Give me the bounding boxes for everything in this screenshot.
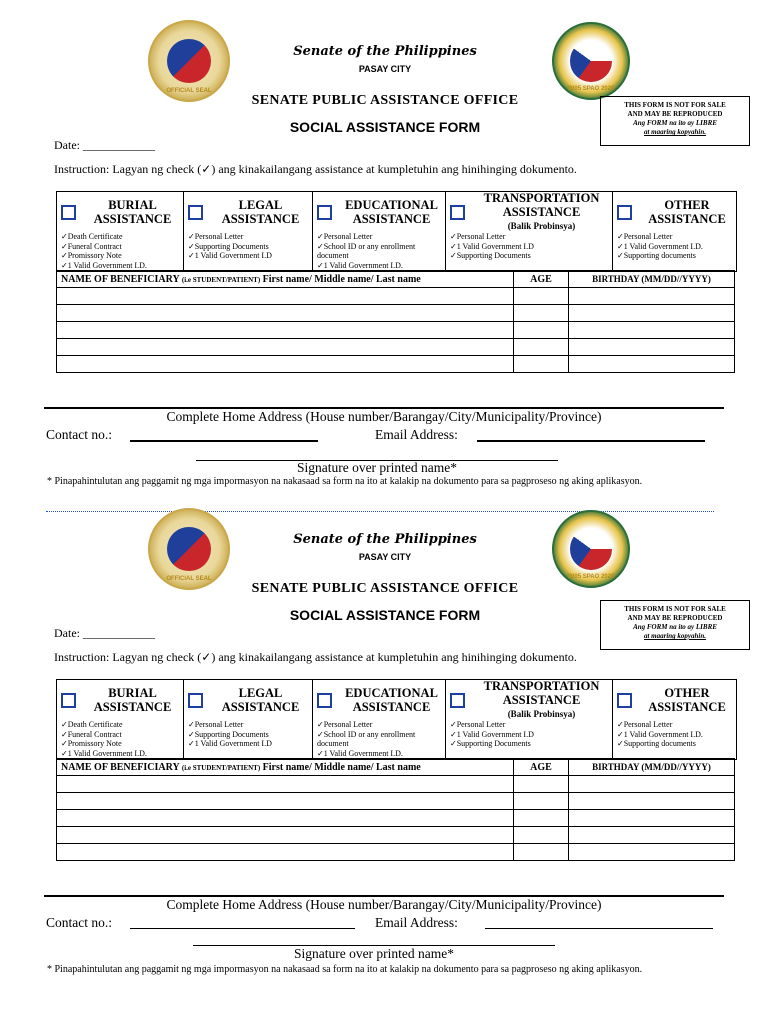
legal-assistance-option[interactable]: LEGAL ASSISTANCE ✓ Personal Letter ✓ Supporting Documents ✓ 1 Valid Government I.D <box>184 680 313 759</box>
email-input[interactable] <box>477 440 705 442</box>
instruction-text: Instruction: Lagyan ng check (✓) ang kinakailangang assistance at kumpletuhin ang hinihinging dokumento. <box>54 162 577 176</box>
beneficiary-table <box>56 270 735 373</box>
table-row[interactable] <box>57 288 735 305</box>
signature-caption: Signature over printed name* <box>293 946 455 961</box>
contact-label: Contact no.: <box>46 427 112 442</box>
email-label: Email Address: <box>375 427 458 442</box>
other-checkbox[interactable] <box>617 693 632 708</box>
date-field[interactable]: Date: ____________ <box>54 138 155 152</box>
burial-checkbox[interactable] <box>61 693 76 708</box>
consent-footnote: * Pinapahintulutan ang paggamit ng mga impormasyon na nakasaad sa form na ito at kalakip na dokumento para sa pagproseso ng aking aplikasyon. <box>47 476 643 487</box>
table-row[interactable] <box>57 339 735 356</box>
address-caption: Complete Home Address (House number/Barangay/City/Municipality/Province) <box>166 409 602 424</box>
free-form-notice: THIS FORM IS NOT FOR SALE AND MAY BE REPRODUCED Ang FORM na ito ay LIBRE at maaring kopyahin. <box>600 600 750 650</box>
educational-checkbox[interactable] <box>317 205 332 220</box>
legal-checkbox[interactable] <box>188 205 203 220</box>
table-row[interactable] <box>57 305 735 322</box>
city-label: PASAY CITY <box>358 552 412 562</box>
free-form-notice: THIS FORM IS NOT FOR SALE AND MAY BE REPRODUCED Ang FORM na ito ay LIBRE at maaring kopyahin. <box>600 96 750 146</box>
spao-seal-logo: 2005 SPAO 2020 <box>552 510 630 588</box>
educational-checkbox[interactable] <box>317 693 332 708</box>
form-title: SOCIAL ASSISTANCE FORM <box>289 607 481 623</box>
burial-checkbox[interactable] <box>61 205 76 220</box>
table-row[interactable] <box>57 827 735 844</box>
senate-title: Senate of the Philippines <box>293 532 477 547</box>
table-row[interactable] <box>57 356 735 373</box>
legal-checkbox[interactable] <box>188 693 203 708</box>
signature-caption: Signature over printed name* <box>296 460 458 475</box>
contact-label: Contact no.: <box>46 915 112 930</box>
contact-input[interactable] <box>130 440 318 442</box>
table-header-row: NAME OF BENEFICIARY (i.e STUDENT/PATIENT) First name/ Middle name/ Last name AGE BIRTHDAY (MM/DD//YYYY) <box>57 271 735 288</box>
educational-assistance-option[interactable]: EDUCATIONAL ASSISTANCE ✓ Personal Letter ✓ School ID or any enrollment document ✓ 1 Valid Government I.D. <box>313 192 446 271</box>
office-title: SENATE PUBLIC ASSISTANCE OFFICE <box>251 581 519 596</box>
table-row[interactable] <box>57 322 735 339</box>
transportation-assistance-option[interactable]: TRANSPORTATION ASSISTANCE (Balik Probinsya) ✓ Personal Letter ✓ 1 Valid Government I.D ✓ Supporting Documents <box>446 680 613 759</box>
transportation-assistance-option[interactable]: TRANSPORTATION ASSISTANCE (Balik Probinsya) ✓ Personal Letter ✓ 1 Valid Government I.D ✓ Supporting Documents <box>446 192 613 271</box>
spao-seal-logo: 2005 SPAO 2020 <box>552 22 630 100</box>
city-label: PASAY CITY <box>358 64 412 74</box>
legal-assistance-option[interactable]: LEGAL ASSISTANCE ✓ Personal Letter ✓ Supporting Documents ✓ 1 Valid Government I.D <box>184 192 313 271</box>
senate-seal-logo: OFFICIAL SEAL <box>148 20 230 102</box>
burial-assistance-option[interactable]: BURIAL ASSISTANCE ✓ Death Certificate ✓ Funeral Contract ✓ Promissory Note ✓ 1 Valid Government I.D. <box>57 680 184 759</box>
educational-assistance-option[interactable]: EDUCATIONAL ASSISTANCE ✓ Personal Letter ✓ School ID or any enrollment document ✓ 1 Valid Government I.D. <box>313 680 446 759</box>
burial-assistance-option[interactable]: BURIAL ASSISTANCE ✓ Death Certificate ✓ Funeral Contract ✓ Promissory Note ✓ 1 Valid Government I.D. <box>57 192 184 271</box>
consent-footnote: * Pinapahintulutan ang paggamit ng mga impormasyon na nakasaad sa form na ito at kalakip na dokumento para sa pagproseso ng aking aplikasyon. <box>47 964 643 975</box>
date-field[interactable]: Date: ____________ <box>54 626 155 640</box>
table-row[interactable] <box>57 793 735 810</box>
table-row[interactable] <box>57 844 735 861</box>
assistance-types <box>56 191 737 272</box>
table-row[interactable] <box>57 810 735 827</box>
transportation-checkbox[interactable] <box>450 693 465 708</box>
form-title: SOCIAL ASSISTANCE FORM <box>289 119 481 135</box>
other-checkbox[interactable] <box>617 205 632 220</box>
office-title: SENATE PUBLIC ASSISTANCE OFFICE <box>251 93 519 108</box>
email-label: Email Address: <box>375 915 458 930</box>
table-header-row: NAME OF BENEFICIARY (i.e STUDENT/PATIENT) First name/ Middle name/ Last name AGE BIRTHDAY (MM/DD//YYYY) <box>57 759 735 776</box>
senate-seal-logo: OFFICIAL SEAL <box>148 508 230 590</box>
instruction-text: Instruction: Lagyan ng check (✓) ang kinakailangang assistance at kumpletuhin ang hinihinging dokumento. <box>54 650 577 664</box>
other-assistance-option[interactable]: OTHER ASSISTANCE ✓ Personal Letter ✓ 1 Valid Government I.D. ✓ Supporting documents <box>613 680 736 759</box>
beneficiary-table <box>56 758 735 861</box>
form-copy-2 <box>0 488 768 978</box>
assistance-types <box>56 679 737 760</box>
senate-title: Senate of the Philippines <box>293 44 477 59</box>
contact-input[interactable] <box>130 928 355 929</box>
form-copy-1 <box>0 0 768 490</box>
table-row[interactable] <box>57 776 735 793</box>
address-caption: Complete Home Address (House number/Barangay/City/Municipality/Province) <box>166 897 602 912</box>
email-input[interactable] <box>485 928 713 929</box>
other-assistance-option[interactable]: OTHER ASSISTANCE ✓ Personal Letter ✓ 1 Valid Government I.D. ✓ Supporting documents <box>613 192 736 271</box>
transportation-checkbox[interactable] <box>450 205 465 220</box>
